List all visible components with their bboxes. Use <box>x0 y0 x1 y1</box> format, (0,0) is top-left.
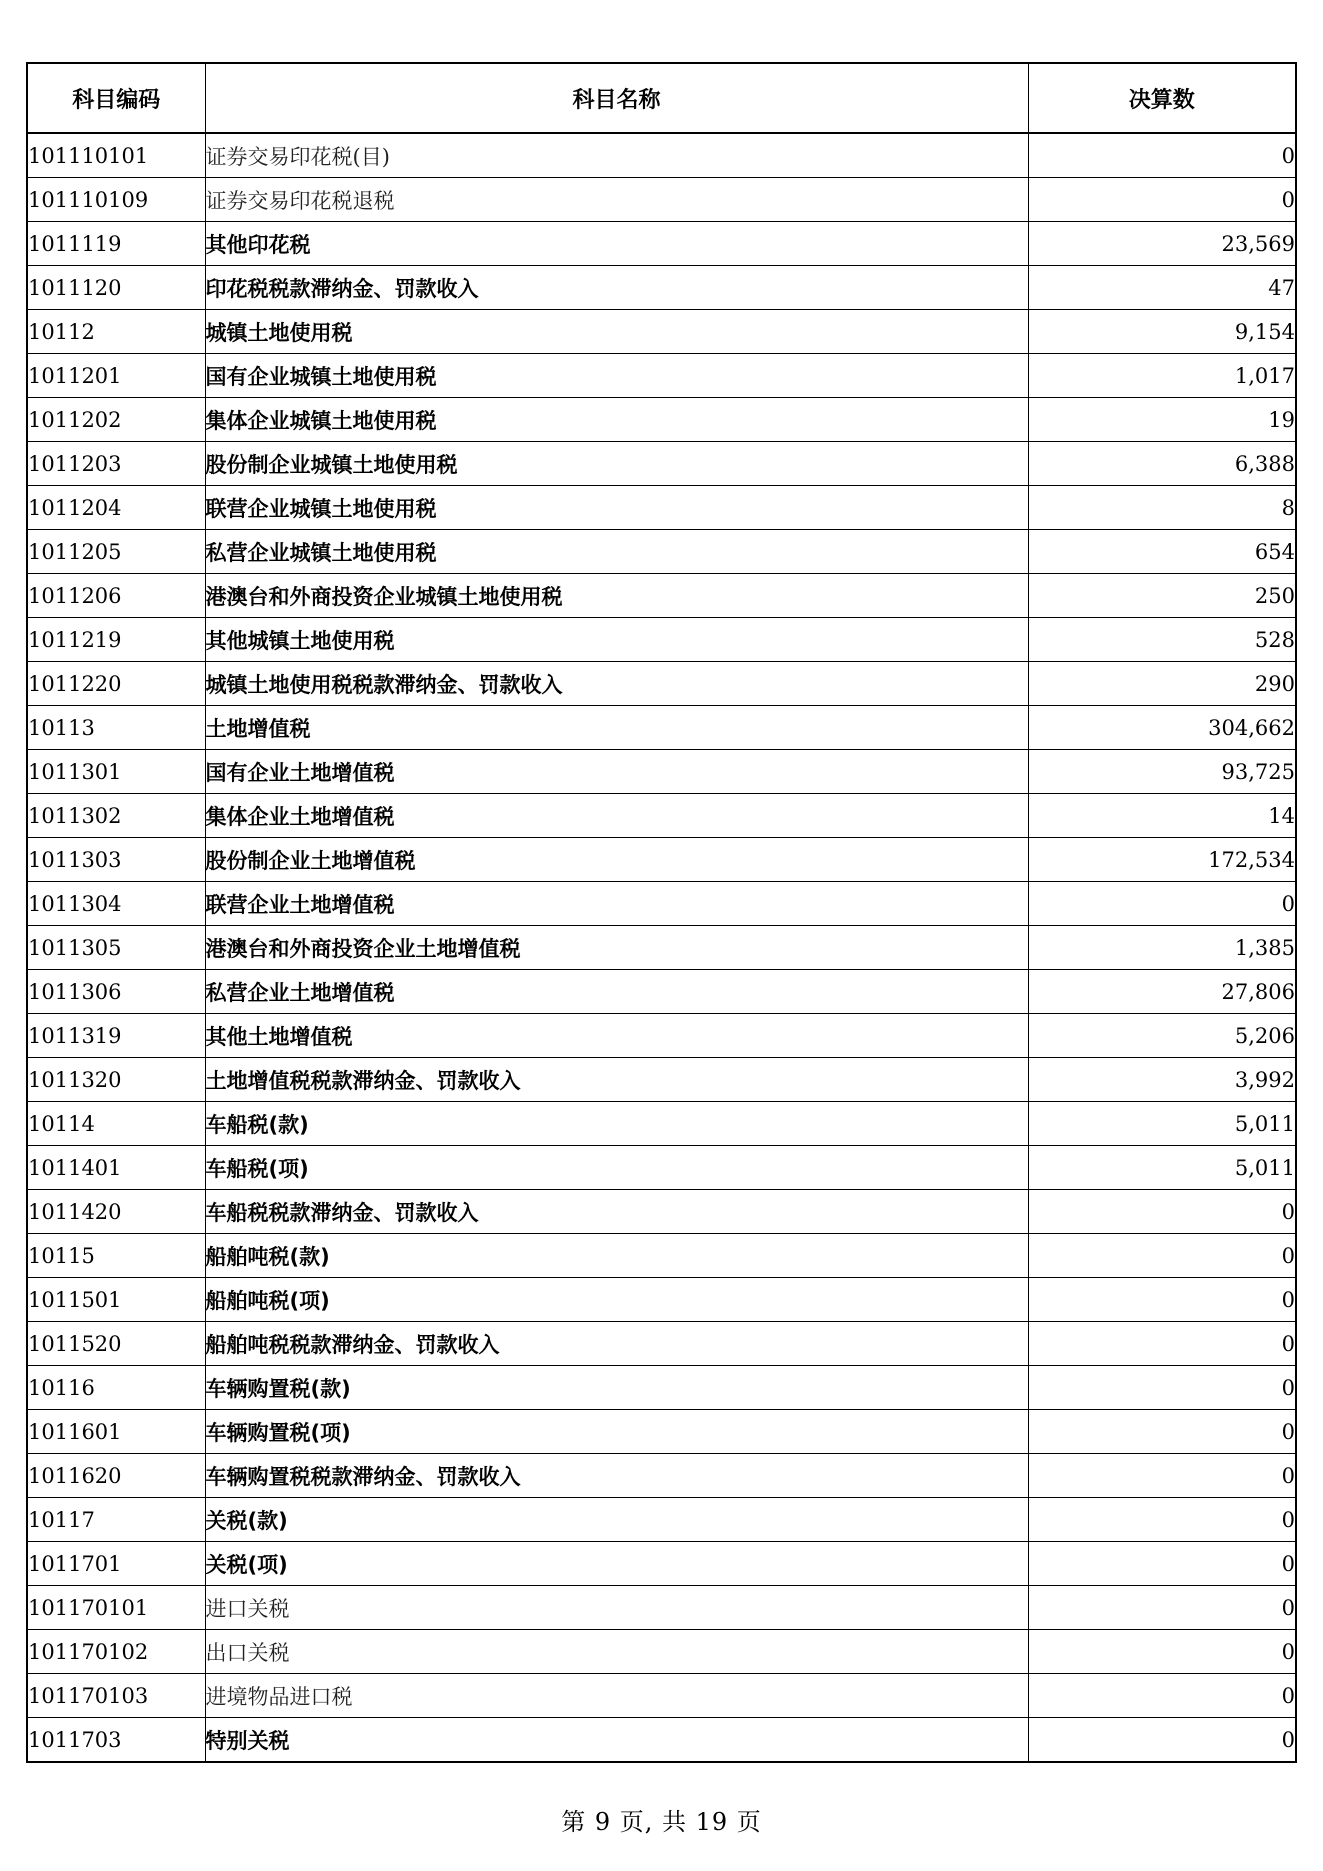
subject-code-cell: 1011220 <box>27 662 205 706</box>
subject-code-cell: 1011703 <box>27 1718 205 1763</box>
header-amount: 决算数 <box>1028 63 1296 133</box>
subject-name-text: 联营企业土地增值税 <box>205 892 395 917</box>
table-row <box>27 486 1296 530</box>
settlement-amount-cell: 47 <box>1028 266 1296 310</box>
subject-code-cell: 1011601 <box>27 1410 205 1454</box>
subject-name-cell <box>205 1630 1028 1674</box>
table-row <box>27 1410 1296 1454</box>
table-row <box>27 222 1296 266</box>
table-row <box>27 354 1296 398</box>
settlement-amount-cell: 172,534 <box>1028 838 1296 882</box>
table-row <box>27 882 1296 926</box>
subject-name-text: 集体企业城镇土地使用税 <box>205 408 437 433</box>
subject-code-cell: 1011302 <box>27 794 205 838</box>
settlement-amount-cell: 5,011 <box>1028 1146 1296 1190</box>
subject-name-text: 联营企业城镇土地使用税 <box>205 496 437 521</box>
subject-name-text: 车船税税款滞纳金、罚款收入 <box>205 1200 479 1225</box>
subject-name-cell <box>205 398 1028 442</box>
subject-code-cell: 1011305 <box>27 926 205 970</box>
subject-code-cell: 1011620 <box>27 1454 205 1498</box>
subject-name-cell <box>205 1718 1028 1763</box>
table-body <box>27 133 1296 1762</box>
subject-name-cell <box>205 1454 1028 1498</box>
subject-code-cell: 101170103 <box>27 1674 205 1718</box>
settlement-amount-cell: 3,992 <box>1028 1058 1296 1102</box>
subject-code-cell: 1011119 <box>27 222 205 266</box>
subject-name-cell <box>205 266 1028 310</box>
settlement-amount-cell: 23,569 <box>1028 222 1296 266</box>
table-row <box>27 1674 1296 1718</box>
subject-name-text: 国有企业城镇土地使用税 <box>205 364 437 389</box>
subject-name-text: 关税(项) <box>205 1552 288 1577</box>
settlement-amount-cell: 5,206 <box>1028 1014 1296 1058</box>
subject-name-cell <box>205 1278 1028 1322</box>
subject-code-cell: 1011219 <box>27 618 205 662</box>
subject-name-cell <box>205 1234 1028 1278</box>
table-row <box>27 618 1296 662</box>
subject-code-cell: 101110109 <box>27 178 205 222</box>
table-row <box>27 1454 1296 1498</box>
subject-name-text: 车辆购置税(款) <box>205 1376 351 1401</box>
subject-code-cell: 10113 <box>27 706 205 750</box>
subject-name-cell <box>205 750 1028 794</box>
table-row <box>27 1102 1296 1146</box>
subject-code-cell: 10114 <box>27 1102 205 1146</box>
subject-name-cell <box>205 838 1028 882</box>
page-number: 第 9 页, 共 19 页 <box>561 1808 762 1836</box>
subject-name-text: 出口关税 <box>205 1640 290 1665</box>
settlement-amount-cell: 0 <box>1028 133 1296 178</box>
subject-code-cell: 10112 <box>27 310 205 354</box>
table-row <box>27 1322 1296 1366</box>
subject-name-cell <box>205 1498 1028 1542</box>
subject-code-cell: 1011306 <box>27 970 205 1014</box>
settlement-amount-cell: 0 <box>1028 1542 1296 1586</box>
subject-code-cell: 1011304 <box>27 882 205 926</box>
subject-name-cell <box>205 133 1028 178</box>
subject-name-text: 私营企业土地增值税 <box>205 980 395 1005</box>
subject-name-cell <box>205 442 1028 486</box>
table-row <box>27 266 1296 310</box>
subject-name-text: 其他印花税 <box>205 232 311 257</box>
subject-name-cell <box>205 1410 1028 1454</box>
settlement-amount-cell: 1,017 <box>1028 354 1296 398</box>
settlement-amount-cell: 290 <box>1028 662 1296 706</box>
subject-name-cell <box>205 1542 1028 1586</box>
settlement-amount-cell: 0 <box>1028 1674 1296 1718</box>
subject-name-text: 集体企业土地增值税 <box>205 804 395 829</box>
table-row <box>27 1366 1296 1410</box>
subject-name-cell <box>205 794 1028 838</box>
subject-name-cell <box>205 1674 1028 1718</box>
table-row <box>27 1146 1296 1190</box>
table-row <box>27 530 1296 574</box>
subject-name-cell <box>205 486 1028 530</box>
subject-code-cell: 1011206 <box>27 574 205 618</box>
settlement-amount-cell: 0 <box>1028 1234 1296 1278</box>
subject-name-text: 国有企业土地增值税 <box>205 760 395 785</box>
table-row <box>27 442 1296 486</box>
subject-name-cell <box>205 1190 1028 1234</box>
subject-name-text: 土地增值税 <box>205 716 311 741</box>
table-row <box>27 706 1296 750</box>
subject-code-cell: 1011319 <box>27 1014 205 1058</box>
subject-code-cell: 1011201 <box>27 354 205 398</box>
subject-name-text: 证券交易印花税(目) <box>205 144 390 169</box>
settlement-amount-cell: 0 <box>1028 1366 1296 1410</box>
settlement-amount-cell: 654 <box>1028 530 1296 574</box>
table-row <box>27 838 1296 882</box>
subject-name-text: 港澳台和外商投资企业城镇土地使用税 <box>205 584 563 609</box>
table-row <box>27 794 1296 838</box>
subject-name-text: 股份制企业城镇土地使用税 <box>205 452 458 477</box>
settlement-amount-cell: 0 <box>1028 1630 1296 1674</box>
table-row <box>27 1586 1296 1630</box>
subject-name-cell <box>205 662 1028 706</box>
subject-code-cell: 1011701 <box>27 1542 205 1586</box>
subject-code-cell: 101170101 <box>27 1586 205 1630</box>
subject-name-cell <box>205 926 1028 970</box>
table-row <box>27 1718 1296 1763</box>
table-row <box>27 1498 1296 1542</box>
subject-name-cell <box>205 618 1028 662</box>
settlement-amount-cell: 19 <box>1028 398 1296 442</box>
table-row <box>27 1190 1296 1234</box>
subject-name-text: 船舶吨税(项) <box>205 1288 330 1313</box>
subject-name-cell <box>205 1366 1028 1410</box>
subject-name-cell <box>205 1102 1028 1146</box>
subject-name-cell <box>205 222 1028 266</box>
settlement-amount-cell: 93,725 <box>1028 750 1296 794</box>
subject-code-cell: 1011204 <box>27 486 205 530</box>
table-row <box>27 1234 1296 1278</box>
subject-name-text: 印花税税款滞纳金、罚款收入 <box>205 276 479 301</box>
subject-name-cell <box>205 354 1028 398</box>
budget-table <box>26 62 1297 1763</box>
settlement-amount-cell: 0 <box>1028 1586 1296 1630</box>
subject-code-cell: 1011420 <box>27 1190 205 1234</box>
subject-code-cell: 1011120 <box>27 266 205 310</box>
table-row <box>27 133 1296 178</box>
subject-name-text: 其他城镇土地使用税 <box>205 628 395 653</box>
settlement-amount-cell: 9,154 <box>1028 310 1296 354</box>
settlement-amount-cell: 0 <box>1028 1190 1296 1234</box>
table-row <box>27 926 1296 970</box>
settlement-amount-cell: 6,388 <box>1028 442 1296 486</box>
settlement-amount-cell: 0 <box>1028 882 1296 926</box>
subject-name-text: 车船税(款) <box>205 1112 309 1137</box>
subject-name-text: 车辆购置税税款滞纳金、罚款收入 <box>205 1464 521 1489</box>
subject-code-cell: 1011202 <box>27 398 205 442</box>
subject-name-text: 土地增值税税款滞纳金、罚款收入 <box>205 1068 521 1093</box>
subject-code-cell: 10115 <box>27 1234 205 1278</box>
settlement-amount-cell: 0 <box>1028 1454 1296 1498</box>
subject-code-cell: 1011520 <box>27 1322 205 1366</box>
subject-code-cell: 1011320 <box>27 1058 205 1102</box>
settlement-amount-cell: 304,662 <box>1028 706 1296 750</box>
subject-name-text: 证券交易印花税退税 <box>205 188 395 213</box>
subject-name-text: 车船税(项) <box>205 1156 309 1181</box>
settlement-amount-cell: 1,385 <box>1028 926 1296 970</box>
table-row <box>27 1058 1296 1102</box>
settlement-amount-cell: 0 <box>1028 1322 1296 1366</box>
settlement-amount-cell: 0 <box>1028 178 1296 222</box>
subject-name-cell <box>205 970 1028 1014</box>
subject-name-cell <box>205 706 1028 750</box>
table-row <box>27 310 1296 354</box>
subject-name-cell <box>205 1058 1028 1102</box>
subject-name-cell <box>205 882 1028 926</box>
subject-name-cell <box>205 178 1028 222</box>
subject-name-text: 关税(款) <box>205 1508 288 1533</box>
subject-name-text: 城镇土地使用税税款滞纳金、罚款收入 <box>205 672 563 697</box>
subject-code-cell: 1011205 <box>27 530 205 574</box>
subject-name-text: 进口关税 <box>205 1596 290 1621</box>
table-row <box>27 1278 1296 1322</box>
subject-code-cell: 1011301 <box>27 750 205 794</box>
subject-name-cell <box>205 530 1028 574</box>
settlement-amount-cell: 528 <box>1028 618 1296 662</box>
table-row <box>27 750 1296 794</box>
subject-name-text: 车辆购置税(项) <box>205 1420 351 1445</box>
subject-code-cell: 1011303 <box>27 838 205 882</box>
table-row <box>27 1630 1296 1674</box>
table-header <box>27 63 1296 133</box>
settlement-amount-cell: 8 <box>1028 486 1296 530</box>
subject-code-cell: 101170102 <box>27 1630 205 1674</box>
table-row <box>27 574 1296 618</box>
subject-name-text: 港澳台和外商投资企业土地增值税 <box>205 936 521 961</box>
subject-code-cell: 1011203 <box>27 442 205 486</box>
subject-code-cell: 1011501 <box>27 1278 205 1322</box>
subject-name-text: 特别关税 <box>205 1728 290 1753</box>
subject-code-cell: 101110101 <box>27 133 205 178</box>
settlement-amount-cell: 0 <box>1028 1498 1296 1542</box>
header-code: 科目编码 <box>27 63 205 133</box>
table-row <box>27 970 1296 1014</box>
table-row <box>27 662 1296 706</box>
subject-name-text: 进境物品进口税 <box>205 1684 353 1709</box>
subject-name-cell <box>205 574 1028 618</box>
subject-code-cell: 1011401 <box>27 1146 205 1190</box>
subject-code-cell: 10117 <box>27 1498 205 1542</box>
settlement-amount-cell: 0 <box>1028 1410 1296 1454</box>
subject-name-cell <box>205 1322 1028 1366</box>
header-row <box>27 63 1296 133</box>
subject-code-cell: 10116 <box>27 1366 205 1410</box>
subject-name-text: 船舶吨税(款) <box>205 1244 330 1269</box>
settlement-amount-cell: 0 <box>1028 1718 1296 1763</box>
settlement-amount-cell: 0 <box>1028 1278 1296 1322</box>
table-row <box>27 1014 1296 1058</box>
table-row <box>27 178 1296 222</box>
settlement-amount-cell: 14 <box>1028 794 1296 838</box>
subject-name-cell <box>205 1586 1028 1630</box>
subject-name-text: 船舶吨税税款滞纳金、罚款收入 <box>205 1332 500 1357</box>
subject-name-cell <box>205 310 1028 354</box>
subject-name-text: 其他土地增值税 <box>205 1024 353 1049</box>
subject-name-cell <box>205 1014 1028 1058</box>
subject-name-cell <box>205 1146 1028 1190</box>
settlement-amount-cell: 250 <box>1028 574 1296 618</box>
settlement-amount-cell: 27,806 <box>1028 970 1296 1014</box>
table-row <box>27 398 1296 442</box>
subject-name-text: 私营企业城镇土地使用税 <box>205 540 437 565</box>
subject-name-text: 城镇土地使用税 <box>205 320 353 345</box>
table-row <box>27 1542 1296 1586</box>
header-name: 科目名称 <box>205 63 1028 133</box>
settlement-amount-cell: 5,011 <box>1028 1102 1296 1146</box>
subject-name-text: 股份制企业土地增值税 <box>205 848 416 873</box>
